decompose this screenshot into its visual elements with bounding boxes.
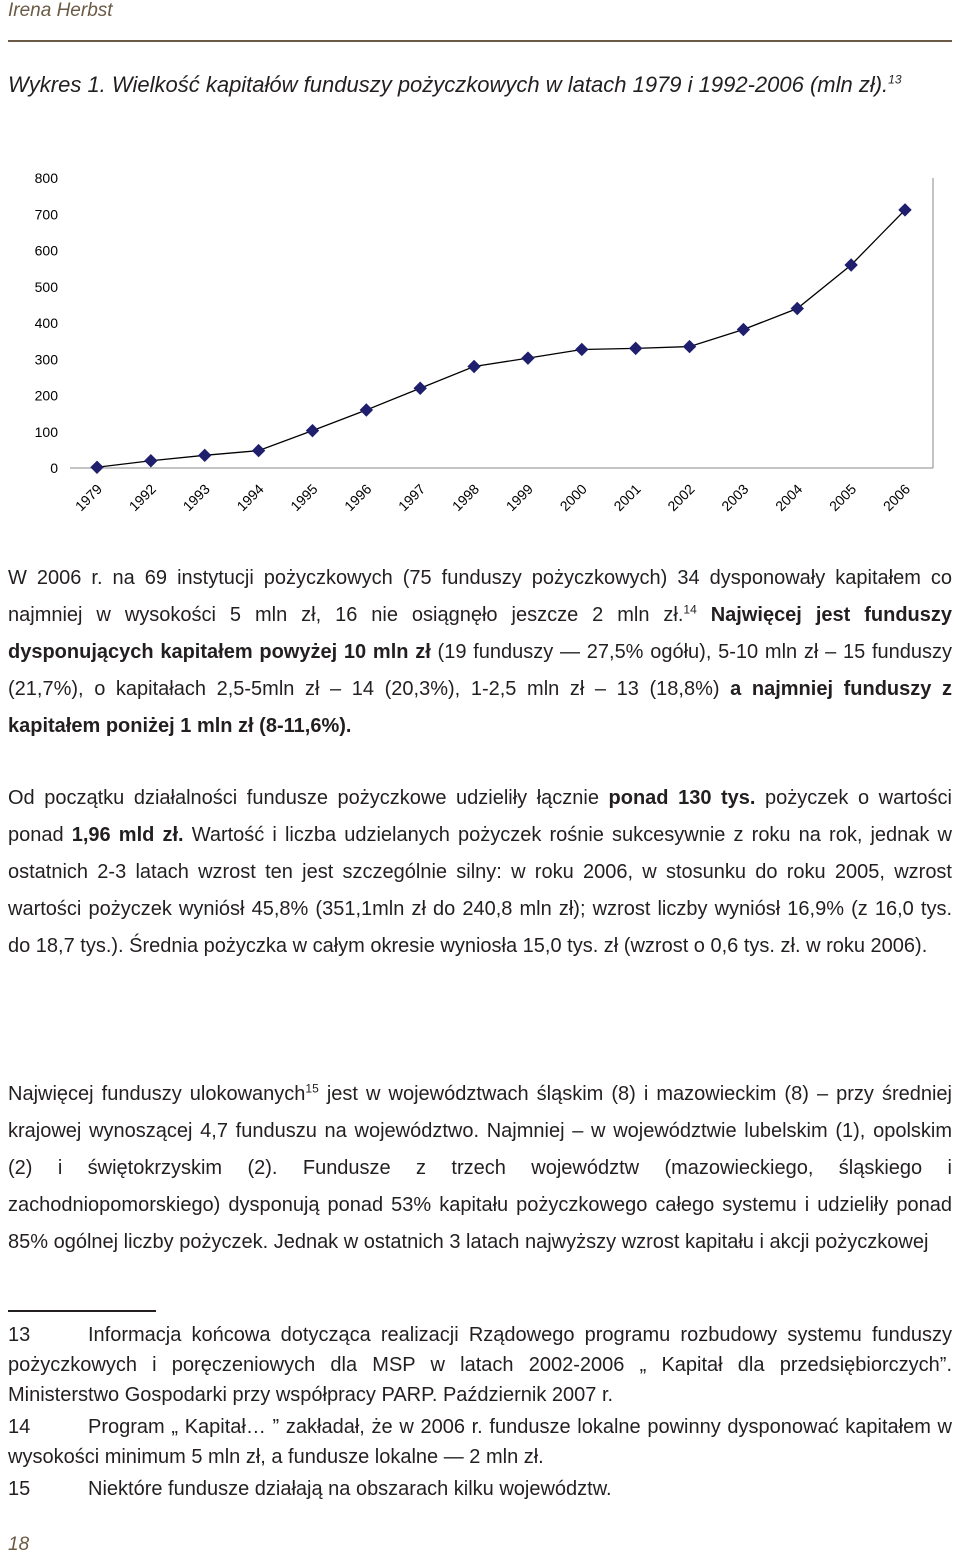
x-tick-label: 1994	[233, 480, 267, 515]
data-point-marker	[684, 341, 696, 353]
data-point-marker	[199, 449, 211, 461]
data-point-marker	[737, 324, 749, 336]
footnote-ref-14: 14	[683, 602, 697, 617]
p1-bold-2: a najmniej funduszy z kapitałem poniżej 1 mln zł (8-11,6%).	[8, 678, 952, 737]
x-tick-label: 1998	[448, 480, 483, 515]
y-tick-label: 200	[34, 387, 58, 404]
p1-sentence-2: (19 funduszy — 27,5% ogółu), 5-10 mln zł – 15 funduszy (21,7%), o kapitałach 2,5-5mln zł – 14 (20,3%), 1-2,5 mln zł – 13 (18,8%)	[8, 641, 953, 700]
y-tick-label: 300	[34, 351, 58, 368]
x-tick-label: 2000	[556, 480, 590, 515]
data-point-marker	[91, 461, 103, 473]
footnote-text: Niektóre fundusze działają na obszarach kilku województw.	[88, 1478, 612, 1500]
footnote-number: 15	[8, 1478, 31, 1500]
series-line	[97, 210, 905, 467]
data-point-marker	[253, 445, 265, 457]
data-point-marker	[468, 361, 480, 373]
page-number: 18	[8, 1534, 30, 1555]
paragraph-capital-structure	[8, 560, 952, 745]
paragraph-regions	[8, 1076, 952, 1261]
y-tick-label: 600	[34, 242, 58, 259]
x-tick-label: 1996	[341, 480, 375, 515]
p1-sentence-1: W 2006 r. na 69 instytucji pożyczkowych (75 funduszy pożyczkowych) 34 dysponowały kapitałem co najmniej w wysokości 5 mln zł, 16 nie osiągnęło jeszcze 2 mln zł.	[8, 567, 952, 626]
caption-footnote-ref: 13	[888, 72, 902, 87]
data-point-marker	[522, 352, 534, 364]
data-point-marker	[630, 342, 642, 354]
p2-sentence-1: Od początku działalności fundusze pożyczkowe udzieliły łącznie	[8, 787, 599, 809]
footnote-divider	[8, 1310, 156, 1312]
data-point-marker	[576, 343, 588, 355]
p2-sentence-2: pożyczek o wartości ponad	[8, 787, 952, 846]
footnote-13	[8, 1320, 952, 1410]
x-axis	[72, 481, 913, 514]
y-tick-label: 500	[34, 278, 58, 295]
footnotes	[8, 1320, 952, 1506]
p2-bold-2: 1,96 mld zł.	[71, 824, 184, 846]
x-tick-label: 1997	[394, 480, 429, 515]
p3-sentence-2: jest w województwach śląskim (8) i mazowieckim (8) – przy średniej krajowej wynoszącej 4,7 funduszu na województwo. Najmniej – w województwie lubelskim (1), opolskim (2) i świętokrzyskim (2). Fundusze z trzech województw (mazowieckiego, śląskiego i zachodniopomorskiego) dysponują ponad 53% kapitału pożyczkowego całego systemu i udzieliły ponad 85% ogólnej liczby pożyczek. Jednak w ostatnich 3 latach najwyższy wzrost kapitału i akcji pożyczkowej	[8, 1083, 953, 1253]
x-tick-label: 2002	[664, 480, 698, 515]
data-point-marker	[145, 455, 157, 467]
x-tick-label: 2005	[825, 480, 860, 515]
footnote-number: 13	[8, 1324, 31, 1346]
footnote-text: Program „ Kapitał… ” zakładał, że w 2006 r. fundusze lokalne powinny dysponować kapitałem w wysokości minimum 5 mln zł, a fundusze lokalne — 2 mln zł.	[8, 1416, 952, 1468]
footnote-ref-15: 15	[305, 1081, 319, 1096]
y-tick-label: 100	[34, 423, 58, 440]
capital-line-chart	[0, 160, 960, 550]
p2-sentence-3: Wartość i liczba udzielanych pożyczek rośnie sukcesywnie z roku na rok, jednak w ostatnich 2-3 latach wzrost ten jest szczególnie silny: w roku 2006, w stosunku do roku 2005, wzrost wartości pożyczek wyniósł 45,8% (351,1mln zł do 240,8 mln zł); wzrost liczby wyniósł 16,9% (z 16,0 tys. do 18,7 tys.). Średnia pożyczka w całym okresie wyniosła 15,0 tys. zł (wzrost o 0,6 tys. zł. w roku 2006).	[8, 824, 952, 957]
caption-text: Wykres 1. Wielkość kapitałów funduszy pożyczkowych w latach 1979 i 1992-2006 (mln zł).	[8, 72, 889, 97]
running-header-author: Irena Herbst	[8, 0, 113, 21]
y-tick-label: 0	[50, 460, 58, 476]
footnote-14	[8, 1412, 952, 1472]
footnote-15	[8, 1474, 952, 1504]
y-tick-label: 700	[34, 206, 58, 223]
x-tick-label: 2004	[772, 480, 806, 515]
series-capital	[91, 204, 911, 473]
header-divider	[8, 40, 952, 42]
p3-sentence-1: Najwięcej funduszy ulokowanych	[8, 1083, 306, 1105]
y-tick-label: 800	[34, 170, 58, 186]
footnote-text: Informacja końcowa dotycząca realizacji Rządowego programu rozbudowy systemu funduszy pożyczkowych i poręczeniowych dla MSP w latach 2002-2006 „ Kapitał dla przedsiębiorczych”. Ministerstwo Gospodarki przy współpracy PARP. Październik 2007 r.	[8, 1324, 952, 1406]
x-tick-label: 1993	[179, 480, 213, 515]
x-tick-label: 1992	[125, 480, 159, 515]
figure-caption	[8, 68, 938, 101]
x-tick-label: 2006	[879, 480, 914, 515]
p2-bold-1: ponad 130 tys.	[608, 787, 756, 809]
x-tick-label: 1979	[71, 480, 106, 515]
x-tick-label: 1999	[502, 480, 537, 515]
x-tick-label: 1995	[287, 480, 321, 515]
data-point-marker	[360, 404, 372, 416]
footnote-number: 14	[8, 1416, 31, 1438]
x-tick-label: 2003	[718, 480, 752, 515]
y-tick-label: 400	[34, 315, 58, 331]
data-point-marker	[414, 382, 426, 394]
x-tick-label: 2001	[610, 480, 644, 515]
y-axis	[35, 170, 933, 476]
paragraph-loans	[8, 780, 952, 965]
data-point-marker	[306, 425, 318, 437]
p1-bold-1: Najwięcej jest funduszy dysponujących kapitałem powyżej 10 mln zł	[8, 604, 952, 663]
